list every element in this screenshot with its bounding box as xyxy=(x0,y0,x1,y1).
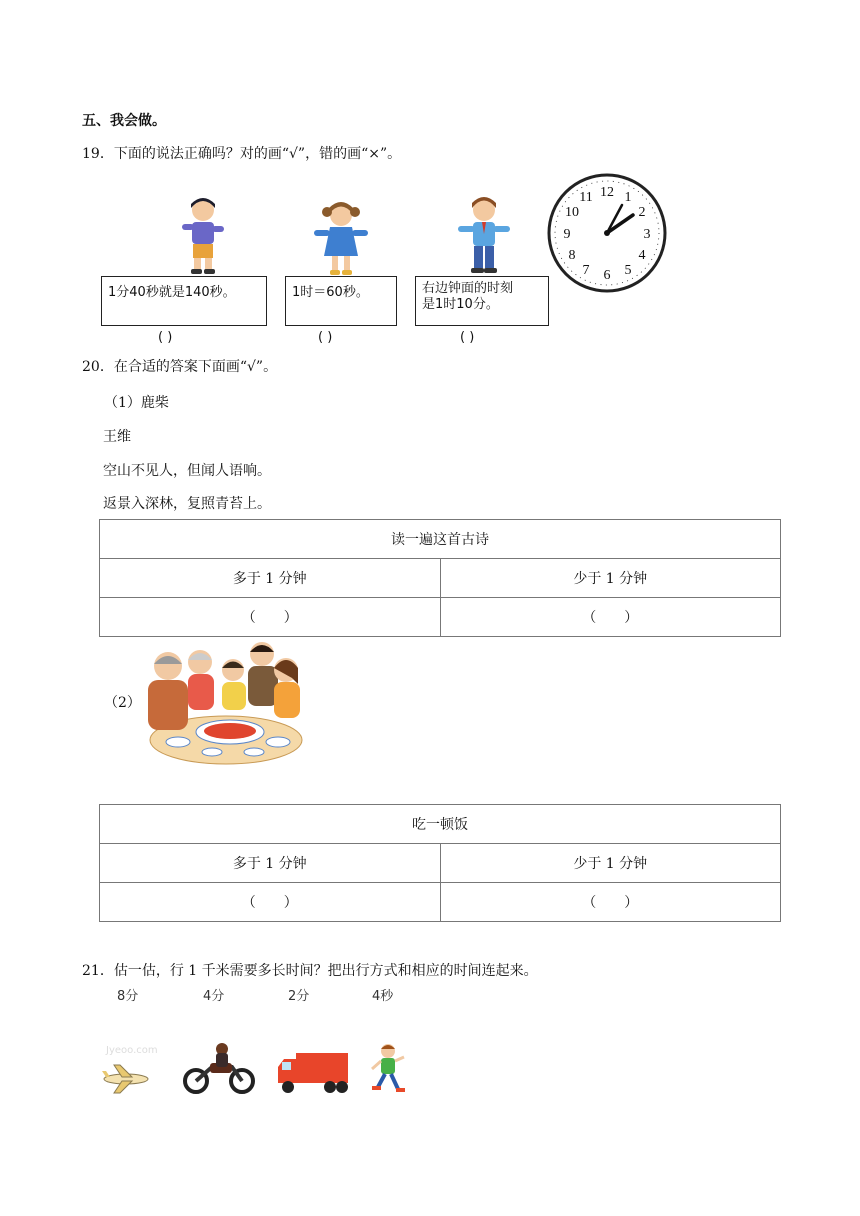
motorcycle-icon xyxy=(182,1043,256,1095)
statement-box-3 xyxy=(415,276,549,326)
time-label-1: 8分 xyxy=(117,989,139,1004)
part-2-label: （2） xyxy=(104,695,141,711)
answer-blank-1[interactable]: ( ) xyxy=(158,330,173,345)
q20-table-2 xyxy=(99,804,781,922)
table-2-col-less: 少于 1 分钟 xyxy=(440,844,781,883)
clock-num-1: 1 xyxy=(624,190,632,205)
boy-figure-2 xyxy=(456,194,512,276)
poem-title: （1）鹿柴 xyxy=(104,395,169,411)
running-child-icon xyxy=(368,1043,408,1095)
poem-author: 王维 xyxy=(103,429,131,445)
table-2-blank-more[interactable]: （ ） xyxy=(100,883,441,922)
clock-num-7: 7 xyxy=(582,263,590,278)
table-2-col-more: 多于 1 分钟 xyxy=(100,844,441,883)
clock-num-6: 6 xyxy=(603,268,611,283)
statement-box-1 xyxy=(101,276,267,326)
statement-box-2 xyxy=(285,276,397,326)
clock-num-4: 4 xyxy=(638,248,646,263)
clock-num-2: 2 xyxy=(638,205,646,220)
q19-text: 下面的说法正确吗？对的画“√”，错的画“×”。 xyxy=(113,146,402,162)
table-2-header: 吃一顿饭 xyxy=(100,805,781,844)
q21-number: 21． xyxy=(82,963,114,979)
time-label-2: 4分 xyxy=(203,989,225,1004)
time-label-3: 2分 xyxy=(288,989,310,1004)
clock-face xyxy=(546,172,668,294)
table-1-col-less: 少于 1 分钟 xyxy=(440,559,781,598)
q20-table-1 xyxy=(99,519,781,637)
q19-illustration xyxy=(100,170,668,350)
q20-prompt xyxy=(82,358,277,376)
clock-num-11: 11 xyxy=(579,190,593,205)
statement-2-text: 1时＝60秒。 xyxy=(292,285,369,300)
clock-num-3: 3 xyxy=(643,227,651,242)
q19-prompt xyxy=(82,145,401,163)
statement-1-text: 1分40秒就是140秒。 xyxy=(108,285,236,300)
family-dinner-image xyxy=(138,638,304,766)
watermark: Jyeoo.com xyxy=(106,1045,158,1056)
poem-line-1: 空山不见人，但闻人语响。 xyxy=(103,463,271,479)
table-1-col-more: 多于 1 分钟 xyxy=(100,559,441,598)
q21-text: 估一估，行 1 千米需要多长时间？把出行方式和相应的时间连起来。 xyxy=(113,963,538,979)
clock-num-8: 8 xyxy=(568,248,576,263)
truck-icon xyxy=(276,1051,350,1095)
section-heading: 五、我会做。 xyxy=(82,113,166,129)
q21-illustration xyxy=(100,985,410,1100)
clock-num-5: 5 xyxy=(624,263,632,278)
table-1-header: 读一遍这首古诗 xyxy=(100,520,781,559)
table-2-blank-less[interactable]: （ ） xyxy=(440,883,781,922)
statement-3-line2: 是1时10分。 xyxy=(422,297,499,312)
statement-3-line1: 右边钟面的时刻 xyxy=(422,281,514,296)
airplane-icon xyxy=(100,1063,152,1095)
answer-blank-2[interactable]: ( ) xyxy=(318,330,333,345)
time-label-4: 4秒 xyxy=(372,989,394,1004)
clock-num-12: 12 xyxy=(600,185,614,200)
table-1-blank-less[interactable]: （ ） xyxy=(440,598,781,637)
answer-blank-3[interactable]: ( ) xyxy=(460,330,475,345)
clock-num-9: 9 xyxy=(563,227,571,242)
girl-figure xyxy=(312,200,370,278)
clock-num-10: 10 xyxy=(565,205,579,220)
q21-prompt xyxy=(82,962,538,980)
table-1-blank-more[interactable]: （ ） xyxy=(100,598,441,637)
q20-text: 在合适的答案下面画“√”。 xyxy=(113,359,278,375)
q20-number: 20． xyxy=(82,359,114,375)
q19-number: 19． xyxy=(82,146,114,162)
poem-line-2: 返景入深林，复照青苔上。 xyxy=(103,496,271,512)
boy-figure-1 xyxy=(178,194,228,276)
